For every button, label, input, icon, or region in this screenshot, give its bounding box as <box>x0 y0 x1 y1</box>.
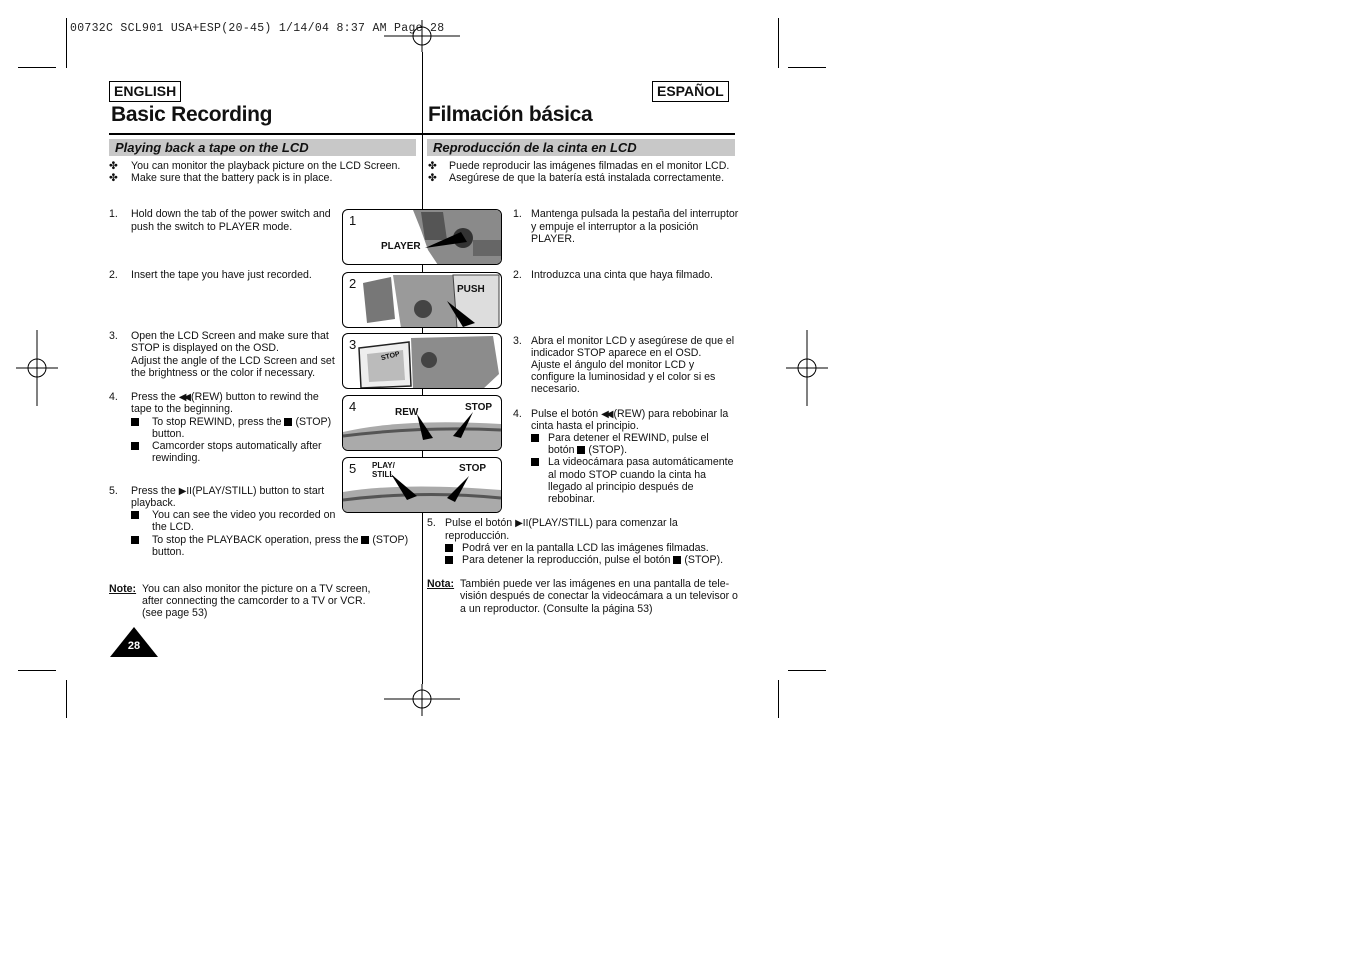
bullet-square-icon <box>131 536 139 544</box>
spanish-label: ESPAÑOL <box>652 81 729 102</box>
bullet-square-icon <box>531 458 539 466</box>
bullet-square-icon <box>131 442 139 450</box>
en-intro-1: You can monitor the playback picture on the LCD Screen. <box>131 160 401 172</box>
rew-icon: ◀◀ <box>601 409 611 420</box>
figure-4: 4 REW STOP <box>342 395 502 451</box>
title-rule <box>109 133 735 135</box>
bullet-square-icon <box>531 434 539 442</box>
bullet-icon: ✤ <box>109 172 118 184</box>
es-intro-1: Puede reproducir las imágenes filmadas en el monitor LCD. <box>449 160 730 172</box>
figure-1: 1 PLAYER <box>342 209 502 265</box>
en-intro-2: Make sure that the battery pack is in place. <box>131 172 333 184</box>
bullet-square-icon <box>131 418 139 426</box>
stop-icon <box>577 446 585 454</box>
figure-5: 5 PLAY/ STILL STOP <box>342 457 502 513</box>
bullet-icon: ✤ <box>109 160 118 172</box>
es-intro-2: Asegúrese de que la batería está instalada correctamente. <box>449 172 725 184</box>
bullet-square-icon <box>445 544 453 552</box>
english-subtitle: Playing back a tape on the LCD <box>109 139 416 156</box>
stop-icon <box>673 556 681 564</box>
english-title: Basic Recording <box>111 103 273 126</box>
bullet-icon: ✤ <box>428 172 437 184</box>
bullet-square-icon <box>445 556 453 564</box>
stop-icon <box>284 418 292 426</box>
figure-2: 2 PUSH <box>342 272 502 328</box>
english-label: ENGLISH <box>109 81 181 102</box>
spanish-subtitle: Reproducción de la cinta en LCD <box>427 139 735 156</box>
bullet-icon: ✤ <box>428 160 437 172</box>
play-still-icon: ▶II <box>178 486 192 497</box>
bullet-square-icon <box>131 511 139 519</box>
stop-icon <box>361 536 369 544</box>
play-still-icon: ▶II <box>515 518 529 529</box>
page-number: 28 <box>127 640 141 652</box>
figure-3: 3 STOP <box>342 333 502 389</box>
rew-icon: ◀◀ <box>178 392 189 403</box>
spanish-title: Filmación básica <box>428 103 593 126</box>
print-header: 00732C SCL901 USA+ESP(20-45) 1/14/04 8:37 AM Page 28 <box>70 22 445 35</box>
